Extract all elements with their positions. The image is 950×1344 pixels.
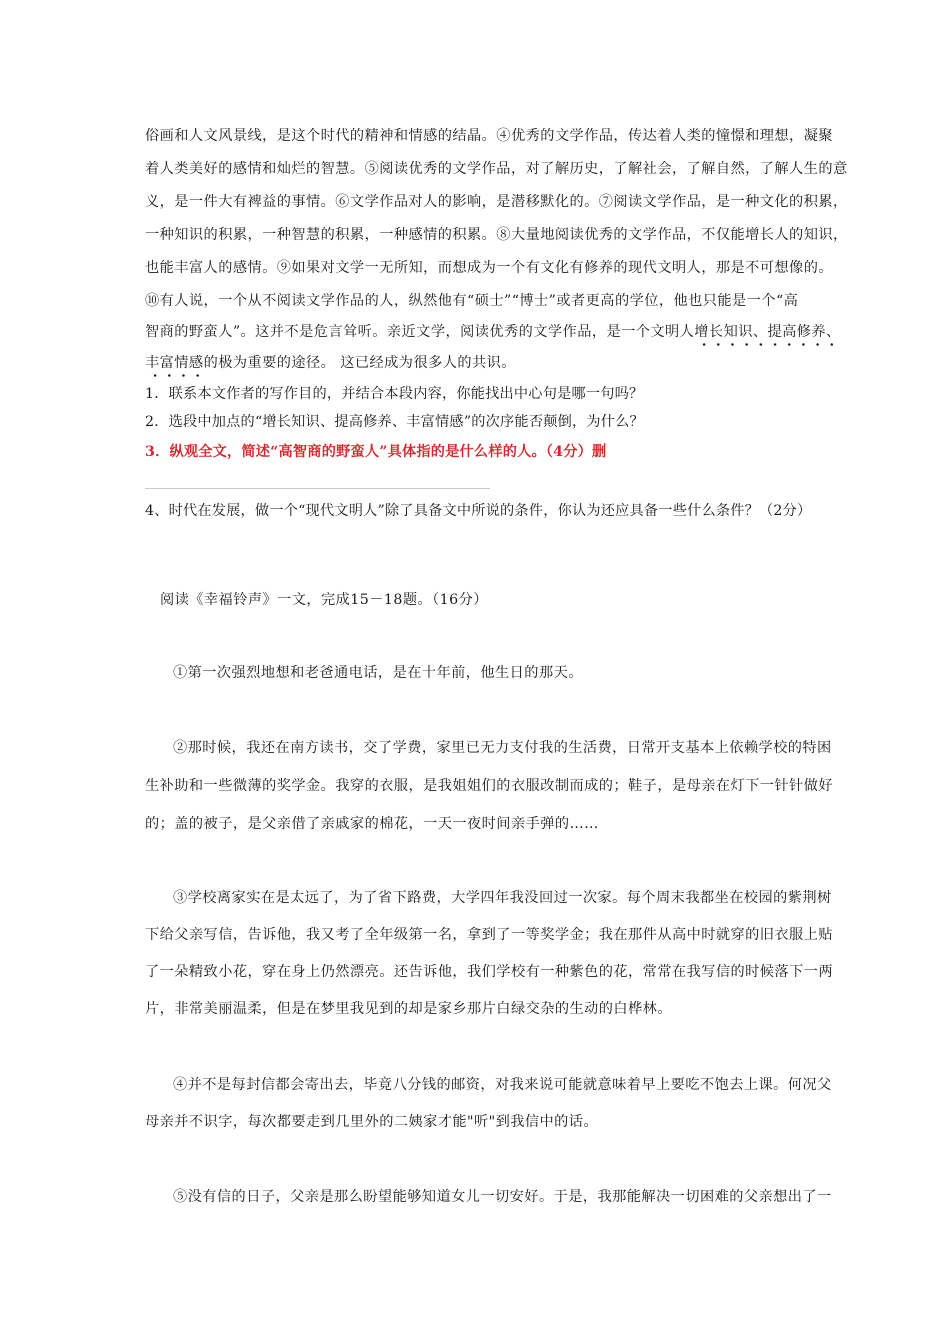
paragraph-1: ①第一次强烈地想和老爸通电话，是在十年前，他生日的那天。 [173, 665, 583, 681]
passage-text: 的极为重要的途径。 这已经成为很多人的共识。 [203, 355, 516, 371]
question-1: 1．联系本文作者的写作目的，并结合本段内容，你能找出中心句是哪一句吗？ [145, 386, 644, 402]
passage-line: 义，是一件大有裨益的事情。⑥文学作品对人的影响，是潜移默化的。⑦阅读文学作品，是一种文化的积累， [145, 194, 848, 210]
reading-heading: 阅读《幸福铃声》一文，完成15－18题。（16分） [160, 592, 488, 608]
question-2: 2．选段中加点的“增长知识、提高修养、丰富情感”的次序能否颠倒，为什么？ [145, 414, 644, 430]
passage-line [145, 353, 817, 373]
paragraph-2-line: 生补助和一些微薄的奖学金。我穿的衣服，是我姐姐们的衣服改制而成的；鞋子，是母亲在灯下一针针做好 [145, 778, 833, 794]
dotted-emphasis: 增长知识、提高修养、 [694, 324, 841, 340]
dotted-emphasis: 丰富情感 [145, 355, 204, 371]
passage-line: 着人类美好的感情和灿烂的智慧。⑤阅读优秀的文学作品，对了解历史，了解社会，了解自然，了解人生的意 [145, 161, 848, 177]
paragraph-2-line: ②那时候，我还在南方读书，交了学费，家里已无力支付我的生活费，日常开支基本上依赖学校的特困 [173, 740, 832, 756]
passage-line: 也能丰富人的感情。⑨如果对文学一无所知，而想成为一个有文化有修养的现代文明人，那是不可想像的。 [145, 260, 833, 276]
passage-line: 俗画和人文风景线，是这个时代的精神和情感的结晶。④优秀的文学作品，传达着人类的憧憬和理想，凝聚 [145, 128, 833, 144]
paragraph-2-line: 的；盖的被子，是父亲借了亲戚家的棉花，一天一夜时间亲手弹的…… [145, 816, 599, 832]
question-3: 3．纵观全文，简述“高智商的野蛮人”具体指的是什么样的人。（4分）删 [145, 444, 607, 460]
question-4: 4、时代在发展，做一个“现代文明人”除了具备文中所说的条件，你认为还应具备一些什么条件？（2分） [145, 503, 812, 519]
paragraph-3-line: 下给父亲写信，告诉他，我又考了全年级第一名，拿到了一等奖学金；我在那件从高中时就穿的旧衣服上贴 [145, 927, 833, 943]
passage-line [145, 322, 841, 342]
paragraph-3-line: ③学校离家实在是太远了，为了省下路费，大学四年我没回过一次家。每个周末我都坐在校园的紫荆树 [173, 890, 832, 906]
paragraph-3-line: 了一朵精致小花，穿在身上仍然漂亮。还告诉他，我们学校有一种紫色的花，常常在我写信的时候落下一两 [145, 964, 833, 980]
paragraph-3-line: 片，非常美丽温柔，但是在梦里我见到的却是家乡那片白绿交杂的生动的白桦林。 [145, 1001, 672, 1017]
passage-line: ⑩有人说，一个从不阅读文学作品的人，纵然他有“硕士”“博士”或者更高的学位，他也只能是一个“高 [145, 293, 799, 309]
paragraph-4-line: ④并不是每封信都会寄出去，毕竟八分钱的邮资，对我来说可能就意味着早上要吃不饱去上课。何况父 [173, 1077, 832, 1093]
paragraph-5-line: ⑤没有信的日子，父亲是那么盼望能够知道女儿一切安好。于是，我那能解决一切困难的父亲想出了一 [173, 1189, 832, 1205]
passage-line: 一种知识的积累，一种智慧的积累，一种感情的积累。⑧大量地阅读优秀的文学作品，不仅能增长人的知识， [145, 227, 848, 243]
paragraph-4-line: 母亲并不识字，每次都要走到几里外的二姨家才能"听"到我信中的话。 [145, 1114, 599, 1130]
separator-line [145, 488, 490, 489]
passage-text: 智商的野蛮人”。这并不是危言耸听。亲近文学，阅读优秀的文学作品，是一个文明人 [145, 324, 695, 340]
